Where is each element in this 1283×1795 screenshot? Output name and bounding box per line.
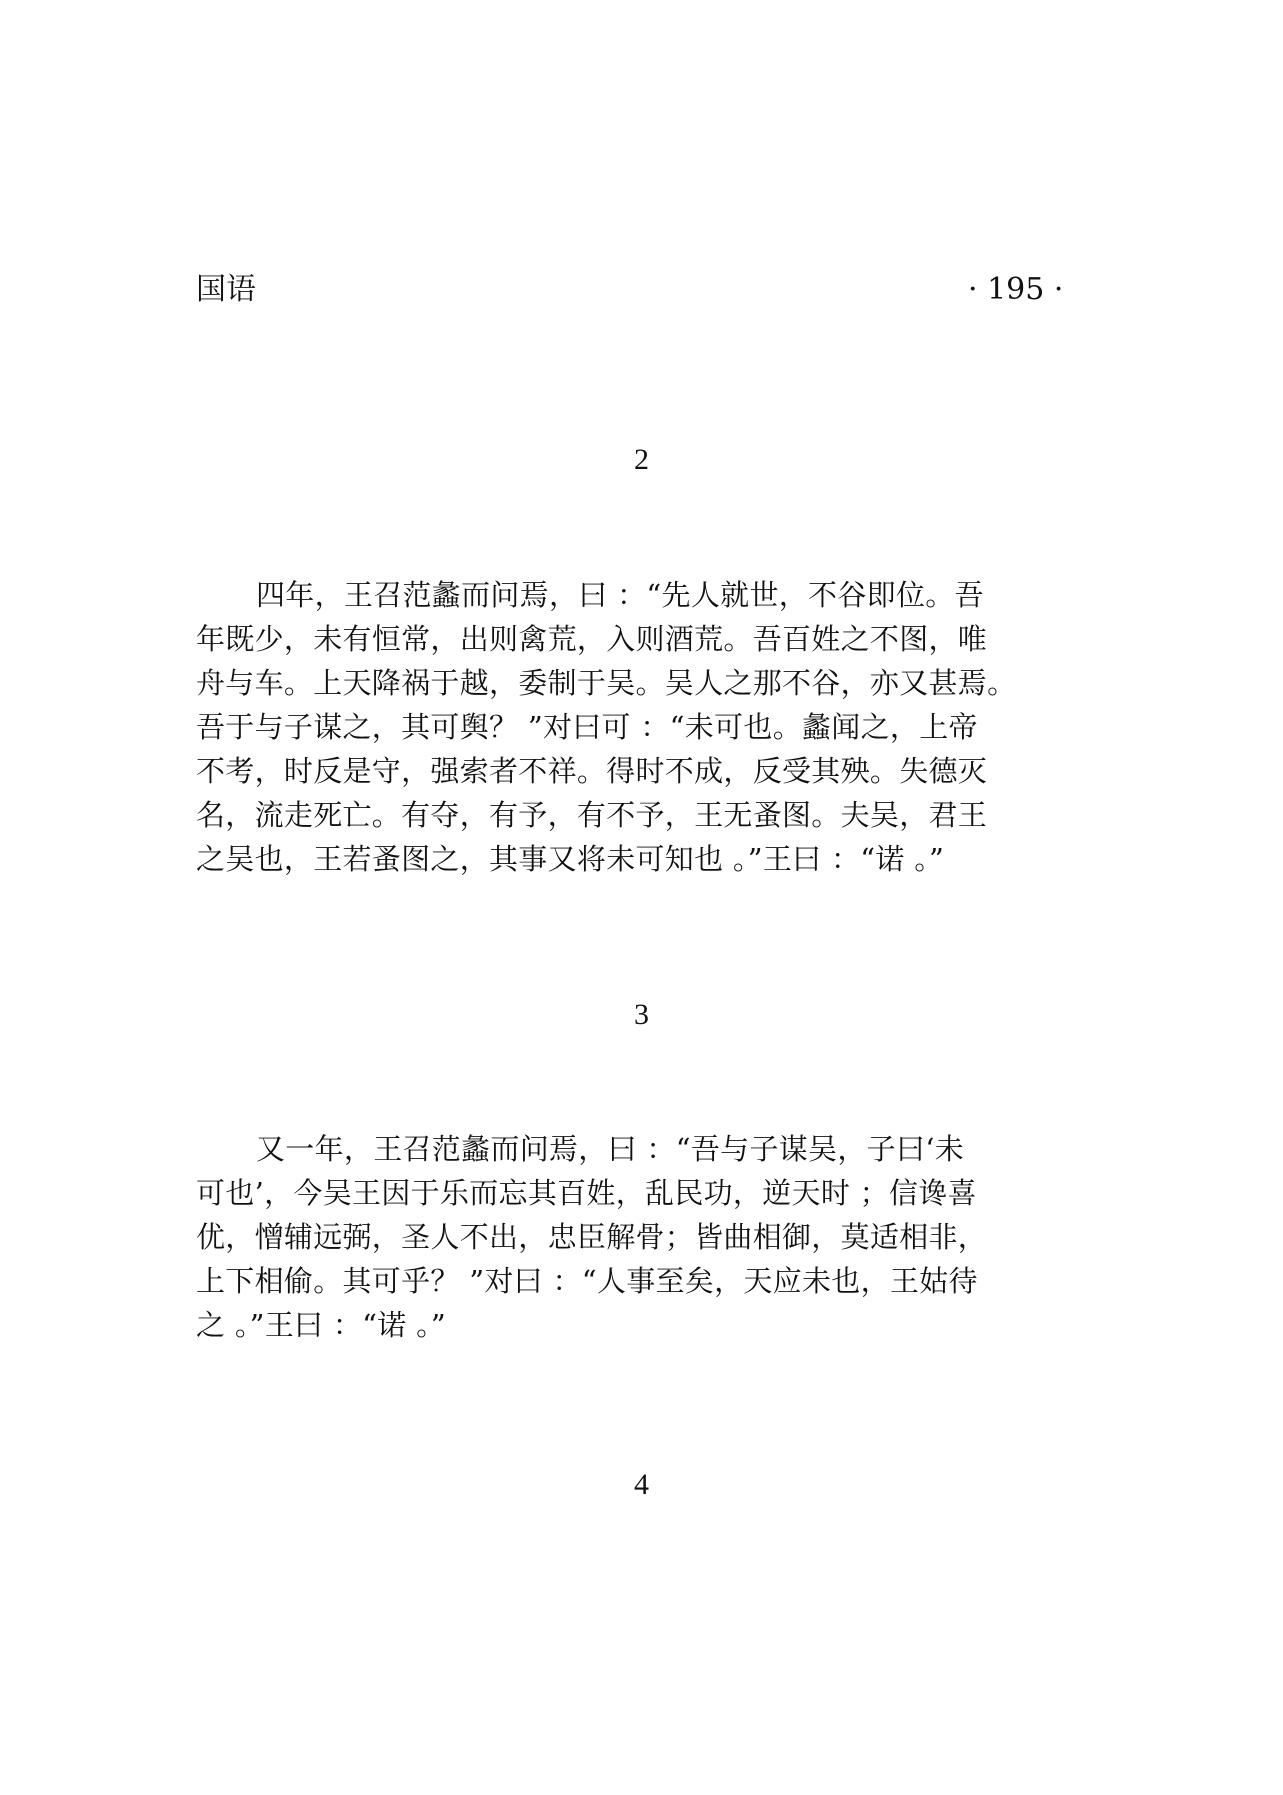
text-line: 四年，王召范蠡而问焉，曰 ：“先人就世，不谷即位。吾 — [256, 578, 984, 612]
paragraph-section-2 — [196, 573, 1116, 881]
text-line: 年既少，未有恒常，出则禽荒，入则酒荒。吾百姓之不图，唯 — [196, 622, 988, 656]
section-number-3: 3 — [634, 998, 649, 1031]
text-line: 舟与车。上天降祸于越，委制于吴。吴人之那不谷，亦又甚焉。 — [196, 666, 1017, 700]
text-line: 可也’，今吴王因于乐而忘其百姓，乱民功，逆天时 ；信谗喜 — [196, 1176, 977, 1210]
section-number-2: 2 — [634, 443, 649, 476]
text-line: 上下相偷。其可乎？ ”对曰 ：“人事至矣，天应未也，王姑待 — [196, 1264, 978, 1298]
text-line: 名，流走死亡。有夺，有予，有不予，王无蚤图。夫吴，君王 — [196, 798, 988, 832]
text-line: 优，憎辅远弼，圣人不出，忠臣解骨；皆曲相御，莫适相非， — [196, 1220, 988, 1254]
text-line: 之吴也，王若蚤图之，其事又将未可知也 。”王曰 ：“诺 。” — [196, 842, 945, 876]
text-line: 吾于与子谋之，其可舆？ ”对曰可 ：“未可也。蠡闻之，上帝 — [196, 710, 978, 744]
section-number-4: 4 — [634, 1468, 649, 1501]
text-line: 又一年，王召范蠡而问焉，曰 ：“吾与子谋吴，子曰‘未 — [256, 1132, 965, 1166]
text-line: 不考，时反是守，强索者不祥。得时不成，反受其殃。失德灭 — [196, 754, 988, 788]
running-header-title: 国语 — [196, 272, 256, 307]
paragraph-section-3 — [196, 1127, 1116, 1347]
page-number: · 195 · — [968, 272, 1064, 307]
text-line: 之 。”王曰 ：“诺 。” — [196, 1308, 447, 1342]
